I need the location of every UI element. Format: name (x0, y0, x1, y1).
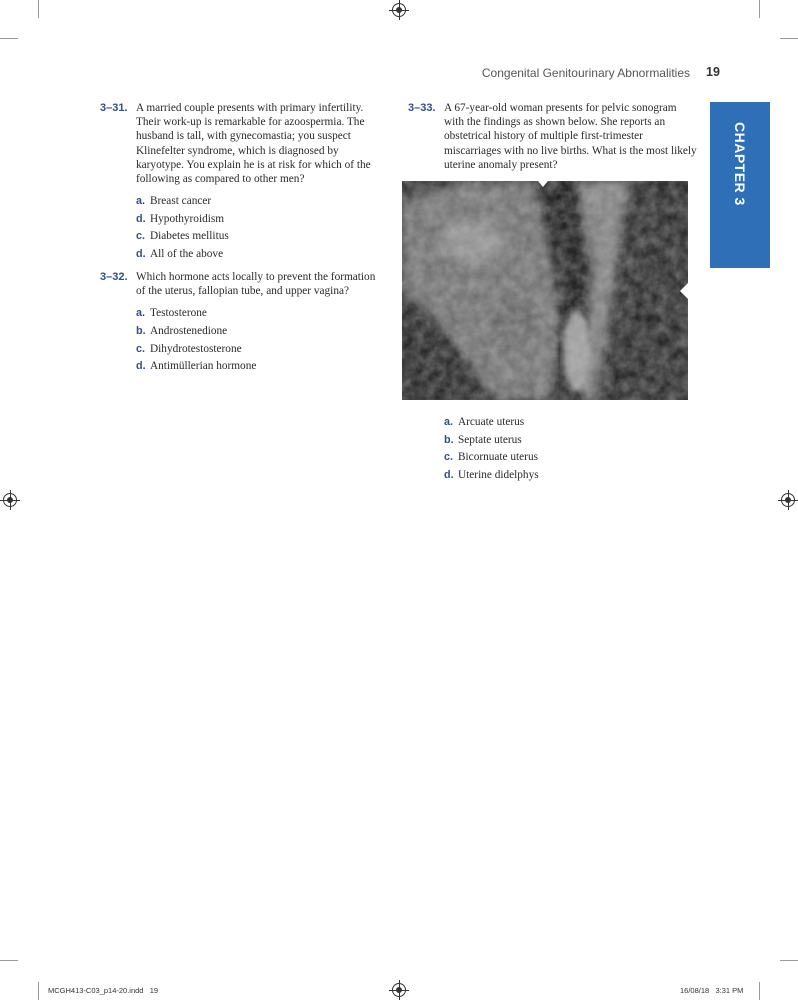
option-letter: b. (444, 433, 454, 446)
option-letter: d. (136, 360, 146, 373)
registration-mark-icon (781, 493, 795, 507)
chapter-tab-label: CHAPTER 3 (732, 122, 748, 206)
answer-option (136, 194, 385, 208)
option-text: Uterine didelphys (458, 468, 539, 481)
registration-mark-icon (392, 983, 406, 997)
answer-options (100, 194, 385, 261)
answer-option (136, 212, 385, 226)
answer-option (136, 324, 385, 338)
question-stem: Which hormone acts locally to prevent the formation of the uterus, fallopian tube, and upper vagina? (136, 271, 376, 298)
option-letter: c. (136, 342, 146, 355)
sonogram-graphic (402, 181, 688, 400)
option-letter: d. (136, 212, 146, 225)
registration-mark-icon (3, 493, 17, 507)
question-3-33 (408, 101, 698, 172)
option-text: Antimüllerian hormone (150, 360, 257, 373)
option-letter: b. (136, 324, 146, 337)
sonogram-image (402, 181, 688, 400)
option-text: Septate uterus (458, 433, 522, 446)
option-text: Dihydrotestosterone (150, 342, 242, 355)
crop-mark (759, 0, 760, 18)
crop-mark (759, 982, 760, 1000)
answer-option (444, 450, 539, 464)
file-slug: MCGH413-C03_p14-20.indd 19 (48, 986, 159, 995)
option-text: Testosterone (150, 307, 207, 320)
option-text: Arcuate uterus (458, 416, 525, 428)
running-head: Congenital Genitourinary Abnormalities (481, 66, 690, 80)
option-letter: d. (444, 468, 454, 481)
crop-mark (0, 38, 18, 39)
question-stem: A married couple presents with primary infertility. Their work-up is remarkable for azoospermia. The husband is tall, with gynecomastia; you suspect Klinefelter syndrome, which is diagnosed by karyotype. You explain he is at risk for which of the following as compared to other men? (136, 102, 371, 186)
answer-options (444, 415, 539, 485)
crop-mark (38, 982, 39, 1000)
crop-mark (38, 0, 39, 18)
answer-option (444, 433, 539, 447)
question-3-32 (100, 270, 385, 377)
option-letter: d. (136, 247, 146, 260)
option-letter: a. (136, 307, 146, 320)
crop-mark (0, 960, 18, 961)
chapter-tab (710, 102, 770, 268)
answer-option (136, 247, 385, 261)
option-text: Bicornuate uterus (458, 451, 538, 464)
answer-option (136, 229, 385, 243)
answer-options (100, 306, 385, 373)
print-timestamp: 16/08/18 3:31 PM (680, 986, 744, 995)
option-letter: a. (136, 195, 146, 208)
answer-option (136, 342, 385, 356)
option-letter: c. (444, 451, 454, 464)
option-text: Breast cancer (150, 195, 212, 208)
option-text: Diabetes mellitus (150, 230, 229, 243)
question-number: 3–31. (100, 102, 128, 114)
option-letter: a. (444, 416, 454, 428)
option-letter: c. (136, 230, 146, 243)
crop-mark (780, 38, 798, 39)
question-number: 3–32. (100, 271, 128, 283)
page-number: 19 (706, 65, 720, 79)
question-3-31 (100, 101, 385, 265)
answer-option (136, 306, 385, 320)
option-text: Androstenedione (150, 324, 228, 337)
answer-option (444, 415, 539, 429)
option-text: Hypothyroidism (150, 212, 225, 225)
question-stem: A 67-year-old woman presents for pelvic sonogram with the findings as shown below. She reports an obstetrical history of multiple first-trimester miscarriages with no live births. What is the most likely uterine anomaly present? (444, 102, 697, 171)
question-number: 3–33. (408, 102, 436, 114)
registration-mark-icon (392, 3, 406, 17)
answer-option (136, 359, 385, 373)
answer-option (444, 468, 539, 482)
crop-mark (780, 960, 798, 961)
option-text: All of the above (150, 247, 224, 260)
